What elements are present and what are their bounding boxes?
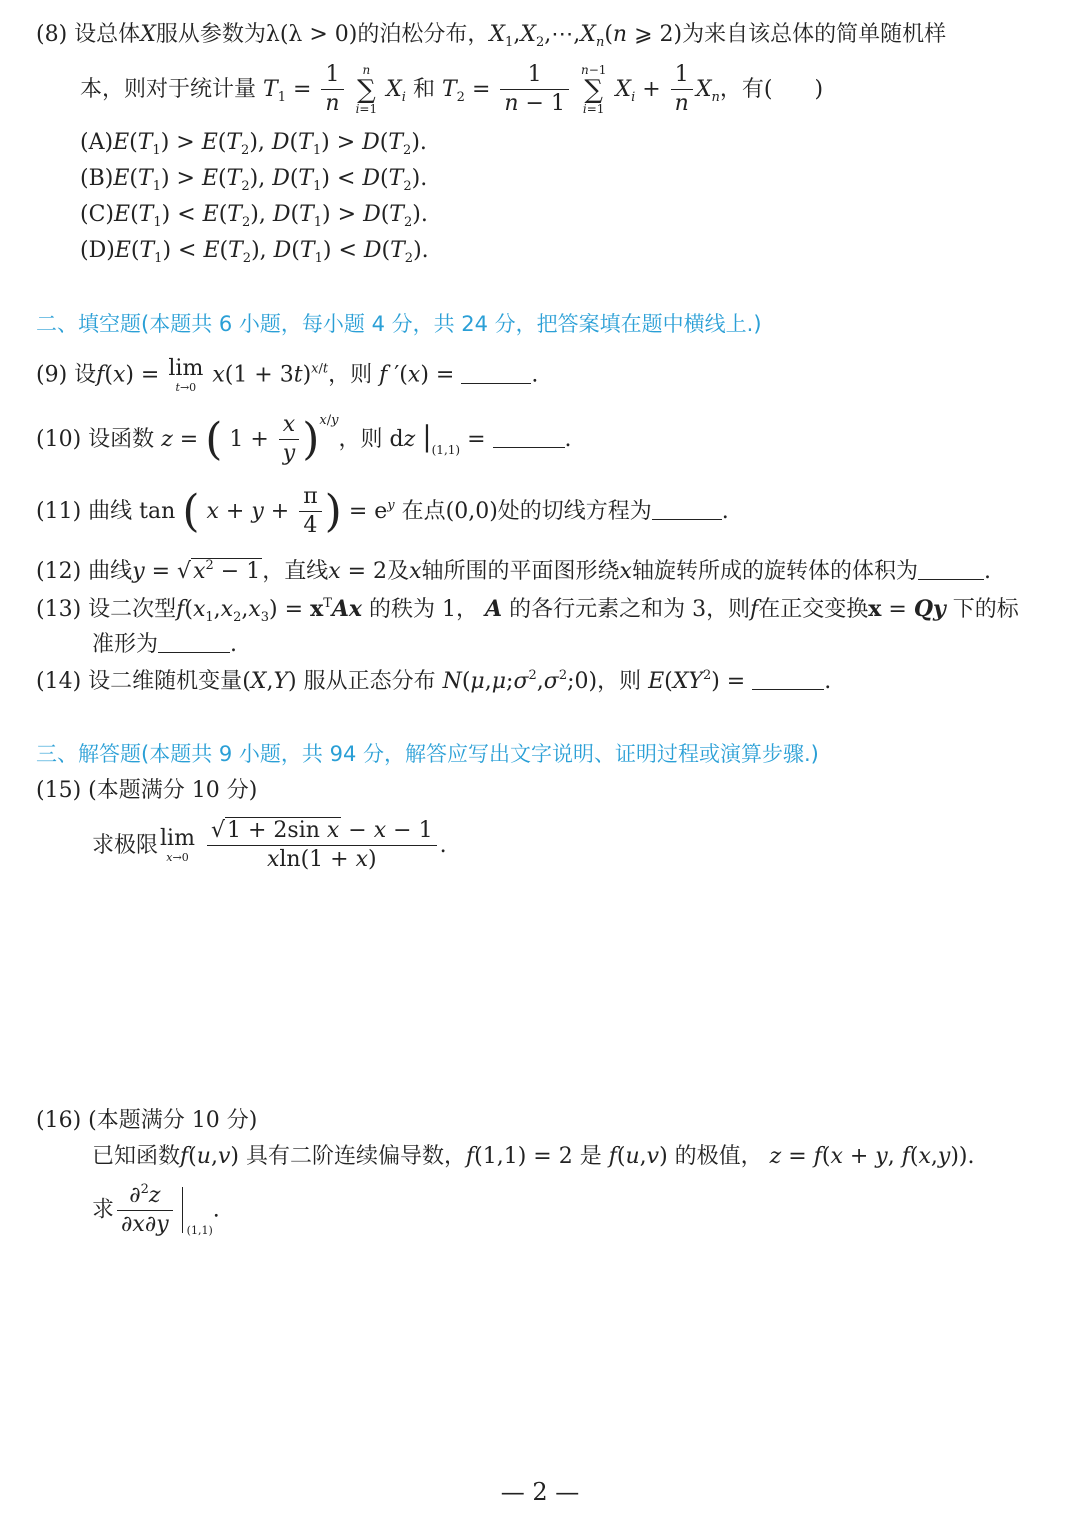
q11-answer-blank[interactable]	[652, 499, 722, 520]
question-8-option-a: $(A)E(T_1) > E(T_2)$, $D(T_1) > D(T_2)$.	[80, 130, 427, 158]
q9-answer-blank[interactable]	[461, 363, 531, 384]
question-12: (12) 曲线$y = √x^2 - 1$，直线x = 2及x轴所围的平面图形绕x轴旋转所成的旋转体的体积为 .	[36, 558, 991, 584]
question-8-stem-line1: (8) 设总体X服从参数为λ(λ > 0)的泊松分布，$X_1,X_2,\cdots,X_n(n$ ⩾ 2)为来自该总体的简单随机样	[36, 22, 947, 50]
question-8-option-d: $(D)E(T_1) < E(T_2)$, $D(T_1) < D(T_2)$.	[80, 238, 429, 266]
question-8-option-c: $(C)E(T_1) < E(T_2)$, $D(T_1) > D(T_2)$.	[80, 202, 428, 230]
question-13-line1: (13) 设二次型$f(x_1,x_2,x_3) = x^TAx$ 的秩为 1， A 的各行元素之和为 3，则f在正交变换x = Qy 下的标	[36, 596, 1019, 625]
question-13-line2: 准形为 .	[92, 632, 238, 657]
question-10: (10) 设函数 z = ( 1 + $\frac{x}{y}$ )$^{x/y}$，则 dz $|_{(1,1)}$ = .	[36, 412, 572, 467]
q10-answer-blank[interactable]	[493, 427, 565, 448]
question-8-stem-line2: 本，则对于统计量 $T_1$ = $\frac{1}{n}$ n ∑ i=1 $X_i$ 和 $T_2$ = $\frac{1}{n - 1}$ n−1 ∑ i=1 $X_i$ + $\frac{1}{n}$ $X_n$，有( )	[80, 62, 824, 117]
question-16-header: (16) (本题满分 10 分)	[36, 1108, 258, 1133]
question-16-line1: 已知函数f(u,v) 具有二阶连续偏导数，f(1,1) = 2 是 f(u,v) 的极值， z = f(x + y, f(x,y)).	[92, 1144, 975, 1169]
question-11: (11) 曲线 tan ( x + y + $\frac{\pi}{4}$ ) = $e^y$ 在点(0,0)处的切线方程为 .	[36, 484, 729, 539]
question-9: (9) 设f(x) = lim t→0 $x(1 + 3t)^{x/t}$，则 f ′(x) = .	[36, 356, 539, 394]
q14-answer-blank[interactable]	[752, 669, 824, 690]
question-14: (14) 设二维随机变量(X,Y) 服从正态分布 $N(\mu,\mu;\sigma^2,\sigma^2;0)$，则 $E(XY^2)$ = .	[36, 668, 832, 694]
question-15-expression: 求极限lim x→0 $\frac{\text{√1 + 2sin x − x − 1}}{xln(1 + x)}$ .	[92, 818, 447, 873]
question-15-header: (15) (本题满分 10 分)	[36, 778, 258, 803]
section-3-heading: 三、解答题(本题共 9 小题，共 94 分，解答应写出文字说明、证明过程或演算步骤.)	[36, 742, 819, 766]
question-8-option-b: $(B)E(T_1) > E(T_2)$, $D(T_1) < D(T_2)$.	[80, 166, 428, 194]
q13-answer-blank[interactable]	[158, 632, 230, 653]
q12-answer-blank[interactable]	[918, 559, 984, 580]
page-number: — 2 —	[500, 1478, 580, 1506]
question-16-line2: 求 $\frac{\partial^2z}{\partial x\partial y}$ $_{(1,1)}$.	[92, 1182, 220, 1238]
section-2-heading: 二、填空题(本题共 6 小题，每小题 4 分，共 24 分，把答案填在题中横线上.)	[36, 312, 762, 336]
